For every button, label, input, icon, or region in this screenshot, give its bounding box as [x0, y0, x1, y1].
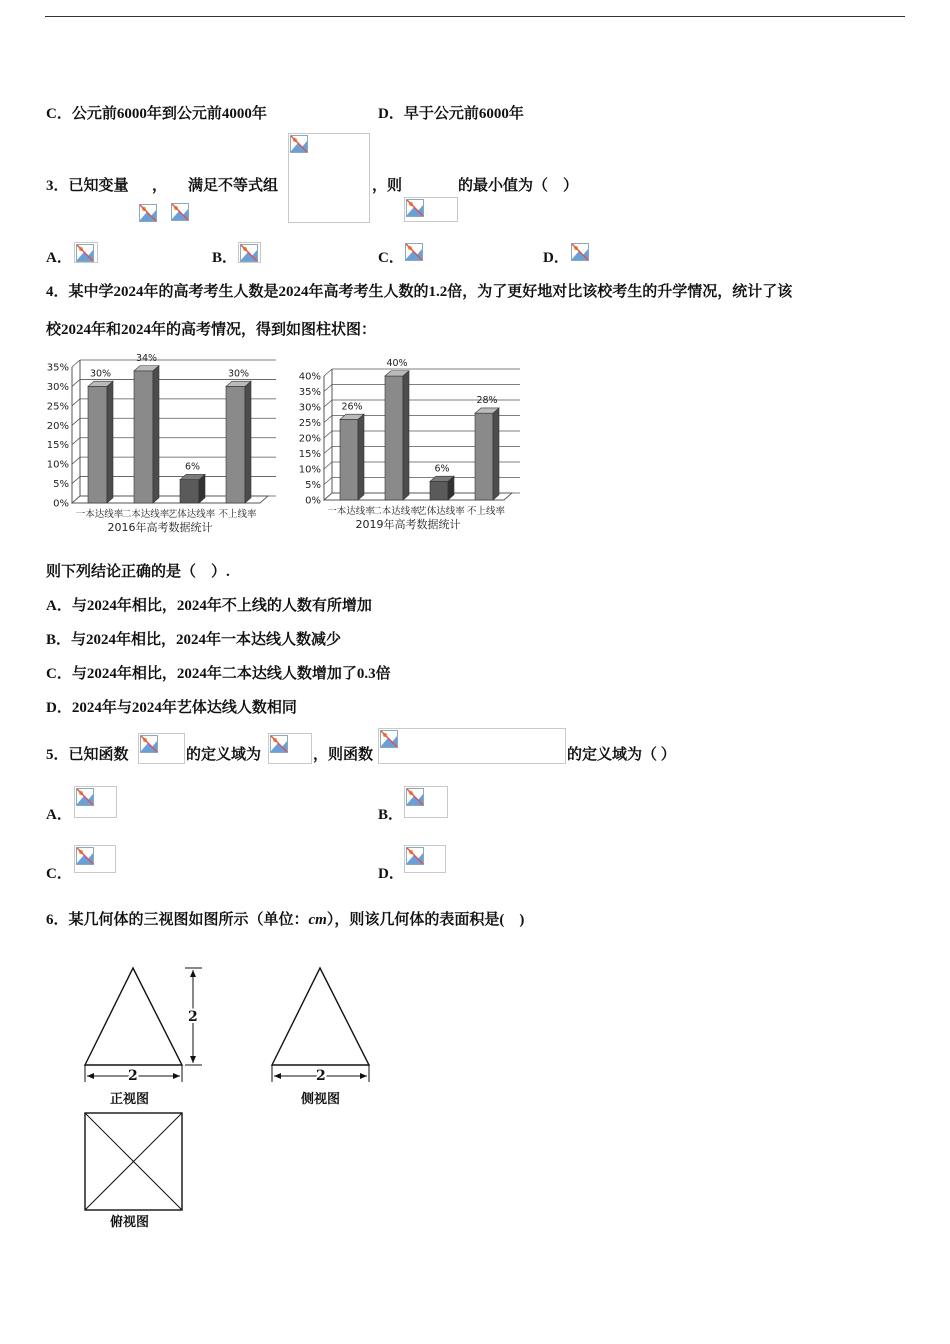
bar-value-label: 30% [227, 368, 250, 380]
y-tick-label: 15% [298, 449, 321, 460]
top-rule [45, 16, 905, 17]
bar-value-label: 6% [434, 463, 450, 475]
q3-stem-c: 满足不等式组 [188, 178, 279, 194]
bar-value-label: 30% [89, 368, 112, 380]
y-tick-label: 0% [305, 495, 321, 507]
q3-option-b-label: B． [212, 250, 238, 266]
q5-domain-image [268, 733, 312, 764]
three-view-figure [70, 958, 390, 1233]
y-tick-label: 15% [46, 440, 69, 452]
bar [430, 476, 454, 500]
broken-image-icon [380, 730, 398, 748]
broken-image-icon [406, 847, 424, 865]
q3-var-x-image [138, 203, 154, 222]
q2-option-c: C．公元前6000年到公元前4000年 [46, 106, 267, 122]
y-tick-label: 20% [46, 420, 69, 432]
bar-value-label: 6% [184, 461, 201, 473]
front-height-dim: 2 [188, 1009, 198, 1025]
chart-title: 2016年高考数据统计 [107, 521, 213, 534]
q6-stem-b: ），则该几何体的表面积是( ) [326, 912, 525, 928]
q5-option-b-image [404, 786, 448, 818]
broken-image-icon [290, 135, 308, 153]
q6-stem [46, 908, 524, 929]
q3-option-d-image [570, 242, 588, 263]
side-view-label: 侧视图 [301, 1092, 341, 1107]
q5-option-c-image [74, 845, 116, 873]
q4-option-b: B．与2024年相比，2024年一本达线人数减少 [46, 632, 342, 648]
y-tick-label: 40% [298, 371, 321, 383]
bar-value-label: 40% [386, 358, 408, 369]
q3-stem-d: ，则 [372, 178, 403, 194]
y-tick-label: 35% [46, 362, 69, 374]
broken-image-icon [139, 204, 157, 222]
q5-composite-function-image [378, 728, 566, 764]
broken-image-icon [406, 199, 424, 217]
q3-system-image [288, 133, 370, 223]
q3-option-b-image [238, 242, 261, 263]
broken-image-icon [571, 243, 589, 261]
q3-option-c-image [404, 242, 422, 263]
chart-2019 [296, 348, 524, 540]
y-tick-label: 10% [46, 459, 69, 471]
q5-stem-d: 的定义域为（ ） [567, 747, 676, 763]
q3-stem-e: 的最小值为（ ） [458, 178, 579, 194]
q5-stem-c: ，则函数 [313, 747, 374, 763]
bar [226, 381, 251, 503]
front-view-label: 正视图 [110, 1092, 150, 1107]
bar-value-label: 34% [135, 352, 158, 364]
y-tick-label: 30% [46, 381, 69, 393]
q5-stem-a: 5．已知函数 [46, 747, 129, 763]
side-width-dim: 2 [316, 1068, 326, 1084]
q4-question: 则下列结论正确的是（ ）. [46, 564, 230, 580]
broken-image-icon [76, 847, 94, 865]
q3-option-a-image [74, 242, 98, 263]
q6-unit: cm [308, 912, 327, 928]
q5-option-a-image [74, 786, 117, 818]
q5-function-image [138, 733, 185, 764]
side-view [272, 968, 369, 1082]
y-tick-label: 20% [298, 433, 321, 445]
q3-stem-b: ， [152, 178, 168, 194]
q3-stem-a: 3．已知变量 [46, 178, 129, 194]
bar [475, 408, 499, 500]
side-view-triangle [272, 968, 369, 1065]
q3-objective-image [404, 197, 458, 222]
y-tick-label: 25% [298, 418, 321, 429]
x-category-label: 一本达线率 [75, 509, 124, 520]
q5-option-d-image [404, 845, 446, 873]
broken-image-icon [171, 203, 189, 221]
broken-image-icon [76, 788, 94, 806]
q6-stem-a: 6．某几何体的三视图如图所示（单位： [46, 912, 309, 928]
x-category-label: 不上线率 [466, 506, 506, 517]
y-tick-label: 35% [298, 387, 321, 398]
q5-option-a-label: A． [46, 807, 72, 823]
q4-option-c: C．与2024年相比，2024年二本达线人数增加了0.3倍 [46, 666, 391, 682]
top-view [85, 1113, 182, 1210]
y-tick-label: 0% [53, 498, 69, 510]
x-category-label: 二本达线率 [121, 509, 170, 520]
bar-value-label: 26% [341, 401, 363, 413]
x-category-label: 一本达线率 [327, 506, 375, 517]
q2-option-d: D．早于公元前6000年 [378, 106, 524, 122]
x-category-label: 艺体达线率 [167, 509, 216, 520]
broken-image-icon [76, 244, 94, 262]
front-view-triangle [85, 968, 182, 1065]
broken-image-icon [406, 788, 424, 806]
q4-option-d: D．2024年与2024年艺体达线人数相同 [46, 700, 297, 716]
y-tick-label: 10% [298, 464, 321, 476]
q3-option-a-label: A． [46, 250, 72, 266]
front-width-dim: 2 [128, 1068, 138, 1084]
top-view-label: 俯视图 [110, 1215, 150, 1230]
broken-image-icon [240, 244, 258, 262]
y-tick-label: 5% [53, 479, 69, 491]
q3-option-d-label: D． [543, 250, 569, 266]
q4-stem-line1: 4．某中学2024年的高考考生人数是2024年高考考生人数的1.2倍，为了更好地对比该校考生的升学情况，统计了该 [46, 284, 793, 300]
broken-image-icon [405, 243, 423, 261]
q3-var-y-image [170, 202, 188, 222]
q4-stem-line2: 校2024年和2024年的高考情况，得到如图柱状图： [46, 322, 377, 338]
q5-option-b-label: B． [378, 807, 404, 823]
bar [134, 366, 159, 503]
bar [340, 414, 364, 500]
y-tick-label: 30% [298, 402, 321, 414]
q5-stem-b: 的定义域为 [186, 747, 262, 763]
bar-value-label: 28% [476, 395, 498, 407]
q5-option-d-label: D． [378, 866, 404, 882]
x-category-label: 二本达线率 [372, 506, 420, 517]
broken-image-icon [270, 735, 288, 753]
broken-image-icon [140, 735, 158, 753]
front-view [85, 968, 202, 1082]
bar [88, 381, 113, 503]
y-tick-label: 5% [305, 480, 321, 491]
bar [385, 371, 409, 500]
chart-title: 2019年高考数据统计 [355, 518, 461, 531]
bar [180, 474, 205, 503]
x-category-label: 不上线率 [218, 509, 257, 520]
y-tick-label: 25% [46, 401, 69, 413]
q4-option-a: A．与2024年相比，2024年不上线的人数有所增加 [46, 598, 372, 614]
q3-option-c-label: C． [378, 250, 404, 266]
x-category-label: 艺体达线率 [417, 506, 465, 517]
q5-option-c-label: C． [46, 866, 72, 882]
chart-2016 [44, 345, 276, 540]
